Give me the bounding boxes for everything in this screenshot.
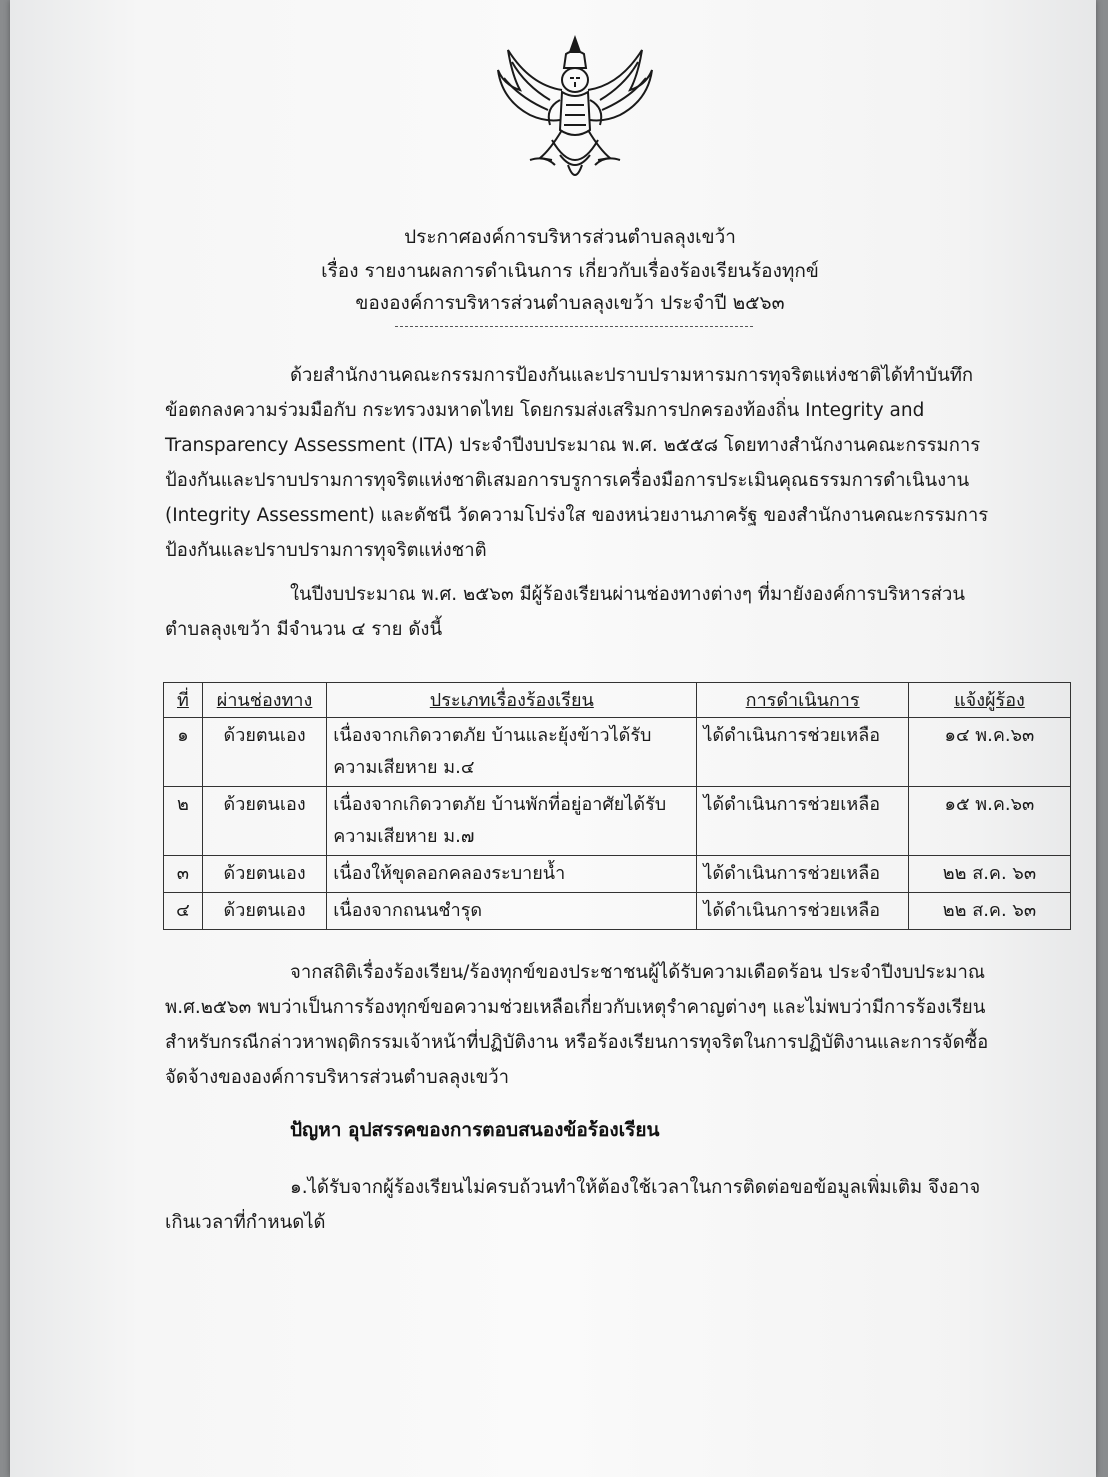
- col-header-action: การดำเนินการ: [697, 683, 909, 718]
- cell-type: เนื่องจากเกิดวาตภัย บ้านพักที่อยู่อาศัยได้รับความเสียหาย ม.๗: [327, 787, 697, 856]
- col-header-no: ที่: [164, 683, 203, 718]
- cell-channel: ด้วยตนเอง: [202, 787, 326, 856]
- col-header-type: ประเภทเรื่องร้องเรียน: [327, 683, 697, 718]
- cell-no: ๓: [164, 856, 203, 893]
- summary-paragraph: [165, 577, 995, 647]
- cell-action: ได้ดำเนินการช่วยเหลือ: [697, 893, 909, 930]
- table-row: [164, 856, 1071, 893]
- problem-text: ๑.ได้รับจากผู้ร้องเรียนไม่ครบถ้วนทำให้ต้องใช้เวลาในการติดต่อขอข้อมูลเพิ่มเติม จึงอาจเกินเวลาที่กำหนดได้: [165, 1177, 981, 1233]
- cell-notify: ๒๒ ส.ค. ๖๓: [908, 893, 1070, 930]
- table-row: [164, 787, 1071, 856]
- problem-item: [165, 1170, 1010, 1240]
- cell-no: ๑: [164, 718, 203, 787]
- col-header-channel: ผ่านช่องทาง: [202, 683, 326, 718]
- statistics-paragraph: [165, 955, 1010, 1095]
- cell-notify: ๒๒ ส.ค. ๖๓: [908, 856, 1070, 893]
- document-page: [10, 0, 1096, 1477]
- cell-type: เนื่องให้ขุดลอกคลองระบายน้ำ: [327, 856, 697, 893]
- cell-action: ได้ดำเนินการช่วยเหลือ: [697, 856, 909, 893]
- cell-type: เนื่องจากเกิดวาตภัย บ้านและยุ้งข้าวได้รับความเสียหาย ม.๔: [327, 718, 697, 787]
- summary-text: ในปีงบประมาณ พ.ศ. ๒๕๖๓ มีผู้ร้องเรียนผ่านช่องทางต่างๆ ที่มายังองค์การบริหารส่วนตำบลลุงเขว้า มีจำนวน ๔ ราย ดังนี้: [165, 584, 966, 640]
- cell-no: ๒: [164, 787, 203, 856]
- cell-action: ได้ดำเนินการช่วยเหลือ: [697, 718, 909, 787]
- table-row: [164, 893, 1071, 930]
- cell-notify: ๑๔ พ.ค.๖๓: [908, 718, 1070, 787]
- announcement-subject: เรื่อง รายงานผลการดำเนินการ เกี่ยวกับเรื่องร้องเรียนร้องทุกข์: [321, 260, 819, 282]
- intro-paragraph: [165, 358, 995, 568]
- dashed-divider: [395, 326, 753, 327]
- announcement-scope: ขององค์การบริหารส่วนตำบลลุงเขว้า ประจำปี ๒๕๖๓: [355, 292, 785, 314]
- cell-type: เนื่องจากถนนชำรุด: [327, 893, 697, 930]
- statistics-text: จากสถิติเรื่องร้องเรียน/ร้องทุกข์ของประชาชนผู้ได้รับความเดือดร้อน ประจำปีงบประมาณ พ.ศ.๒๕๖๓ พบว่าเป็นการร้องทุกข์ขอความช่วยเหลือเกี่ยวกับเหตุรำคาญต่างๆ และไม่พบว่ามีการร้องเรียนสำหรับกรณีกล่าวหาพฤติกรรมเจ้าหน้าที่ปฏิบัติงาน หรือร้องเรียนการทุจริตในการปฏิบัติงานและการจัดซื้อจัดจ้างขององค์การบริหารส่วนตำบลลุงเขว้า: [165, 962, 989, 1088]
- cell-channel: ด้วยตนเอง: [202, 893, 326, 930]
- cell-channel: ด้วยตนเอง: [202, 718, 326, 787]
- cell-notify: ๑๕ พ.ค.๖๓: [908, 787, 1070, 856]
- col-header-notify: แจ้งผู้ร้อง: [908, 683, 1070, 718]
- cell-no: ๔: [164, 893, 203, 930]
- cell-action: ได้ดำเนินการช่วยเหลือ: [697, 787, 909, 856]
- cell-channel: ด้วยตนเอง: [202, 856, 326, 893]
- garuda-emblem-icon: [490, 30, 660, 190]
- complaints-table: [163, 682, 1071, 930]
- problems-heading: ปัญหา อุปสรรคของการตอบสนองข้อร้องเรียน: [290, 1119, 660, 1141]
- intro-text: ด้วยสำนักงานคณะกรรมการป้องกันและปราบปรามหารมการทุจริตแห่งชาติได้ทำบันทึกข้อตกลงความร่วมมือกับ กระทรวงมหาดไทย โดยกรมส่งเสริมการปกครองท้องถิ่น Integrity and Transparency Assessment (ITA) ประจำปีงบประมาณ พ.ศ. ๒๕๕๘ โดยทางสำนักงานคณะกรรมการป้องกันและปราบปรามการทุจริตแห่งชาติเสมอการบรูการเครื่องมือการประเมินคุณธรรมการดำเนินงาน (Integrity Assessment) และดัชนี วัดความโปร่งใส ของหน่วยงานภาครัฐ ของสำนักงานคณะกรรมการป้องกันและปราบปรามการทุจริตแห่งชาติ: [165, 365, 989, 561]
- table-header-row: [164, 683, 1071, 718]
- table-row: [164, 718, 1071, 787]
- announcement-title: ประกาศองค์การบริหารส่วนตำบลลุงเขว้า: [404, 226, 736, 248]
